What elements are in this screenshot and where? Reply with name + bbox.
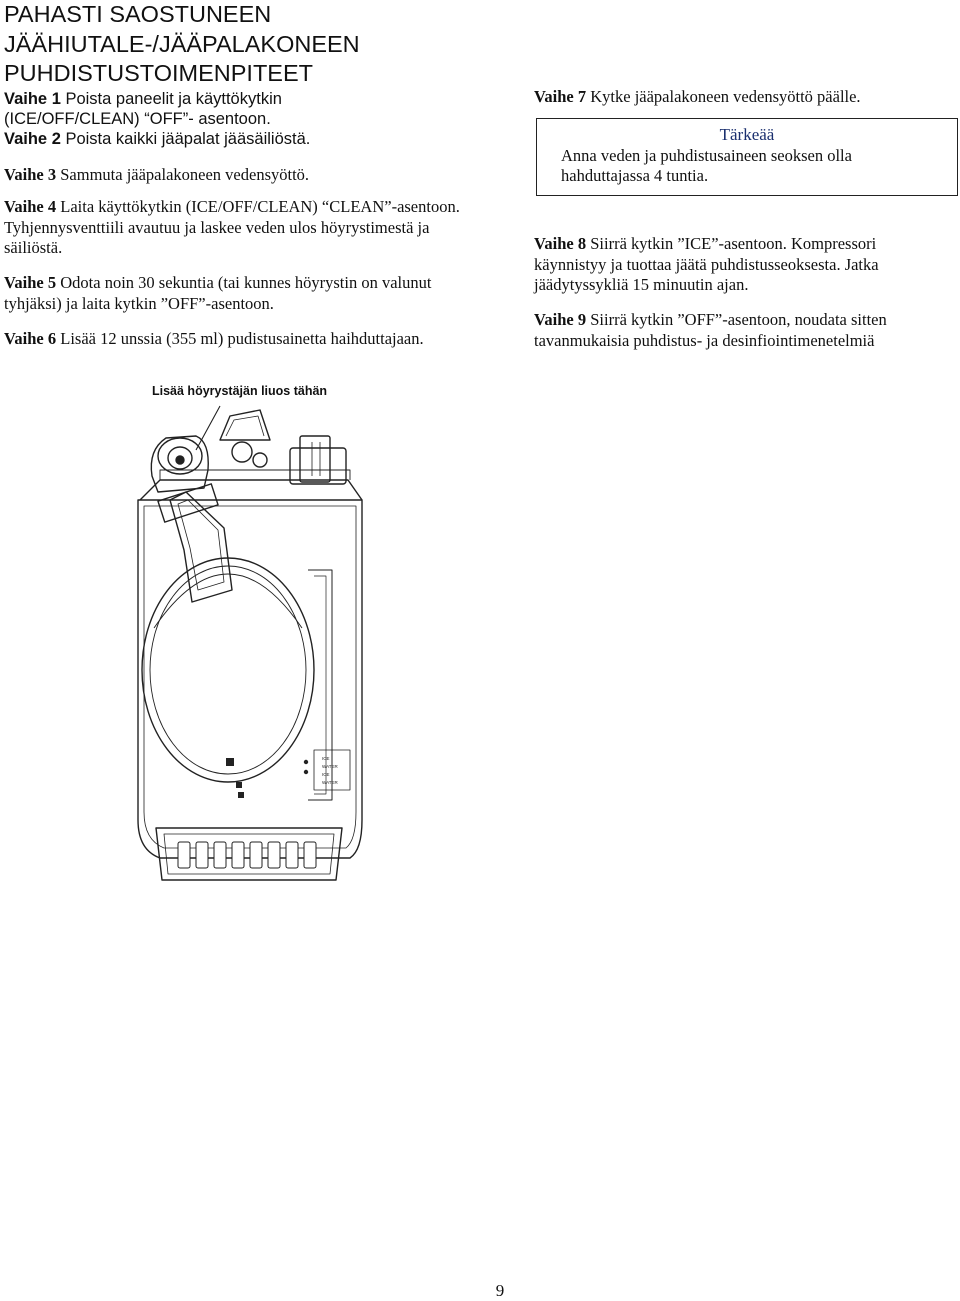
step-2-label: Vaihe 2 [4,130,61,148]
step-3-label: Vaihe 3 [4,165,57,184]
panel-label-2: WATER [322,764,338,769]
important-title: Tärkeää [719,125,775,144]
page-number: 9 [495,1281,505,1300]
step-6-text: Lisää 12 unssia (355 ml) pudistusainetta haihduttajaan. [56,329,424,348]
title-line-2: JÄÄHIUTALE-/JÄÄPALAKONEEN [4,30,360,57]
panel-label-1: ICE [322,756,330,761]
panel-label-3: ICE [322,772,330,777]
step-6-label: Vaihe 6 [4,329,57,348]
step-4-text: Laita käyttökytkin (ICE/OFF/CLEAN) “CLEAN”-asentoon. Tyhjennysventtiili avautuu ja laskee veden ulos höyrystimestä ja säiliöstä. [4,197,460,257]
step-9 [534,310,944,351]
step-1-text: Poista paneelit ja käyttökytkin [60,90,282,108]
title-line-1: PAHASTI SAOSTUNEEN [4,1,272,27]
step-8-text: Siirrä kytkin ”ICE”-asentoon. Kompressori käynnistyy ja tuottaa jäätä puhdistusseoksesta. Jatka jäädytyssykliä 15 minuutin ajan. [534,234,879,294]
page-title [4,0,474,89]
step-4 [4,197,464,259]
important-text: Anna veden ja puhdistusaineen seoksen olla hahduttajassa 4 tuntia. [561,146,852,185]
step-5-text: Odota noin 30 sekuntia (tai kunnes höyrystin on valunut tyhjäksi) ja laita kytkin ”OFF”-asentoon. [4,273,432,313]
panel-label-4: WATER [322,780,338,785]
step-1-label: Vaihe 1 [4,90,61,108]
step-6 [4,329,464,350]
step-7-label: Vaihe 7 [534,87,587,106]
step-3-text: Sammuta jääpalakoneen vedensyöttö. [56,165,310,184]
step-8-label: Vaihe 8 [534,234,587,253]
step-5 [4,273,464,314]
step-1-cont: (ICE/OFF/CLEAN) “OFF”- asentoon. [4,110,271,128]
machine-body [138,500,362,858]
important-box [536,118,958,196]
step-8 [534,234,944,296]
step-1 [4,89,464,109]
step-9-label: Vaihe 9 [534,310,587,329]
control-housing [290,448,346,484]
step-4-label: Vaihe 4 [4,197,57,216]
step-9-text: Siirrä kytkin ”OFF”-asentoon, noudata sitten tavanmukaisia puhdistus- ja desinfiointimenetelmiä [534,310,887,350]
ice-machine-illustration [100,380,400,940]
title-line-3: PUHDISTUSTOIMENPITEET [4,60,314,86]
step-3 [4,165,464,186]
step-2 [4,129,464,149]
step-7-text: Kytke jääpalakoneen vedensyöttö päälle. [586,87,861,106]
step-5-label: Vaihe 5 [4,273,57,292]
figure-caption: Lisää höyrystäjän liuos tähän [152,384,328,398]
steps-1-2 [4,89,464,149]
step-7 [534,87,944,108]
step-2-text: Poista kaikki jääpalat jääsäiliöstä. [60,130,311,148]
